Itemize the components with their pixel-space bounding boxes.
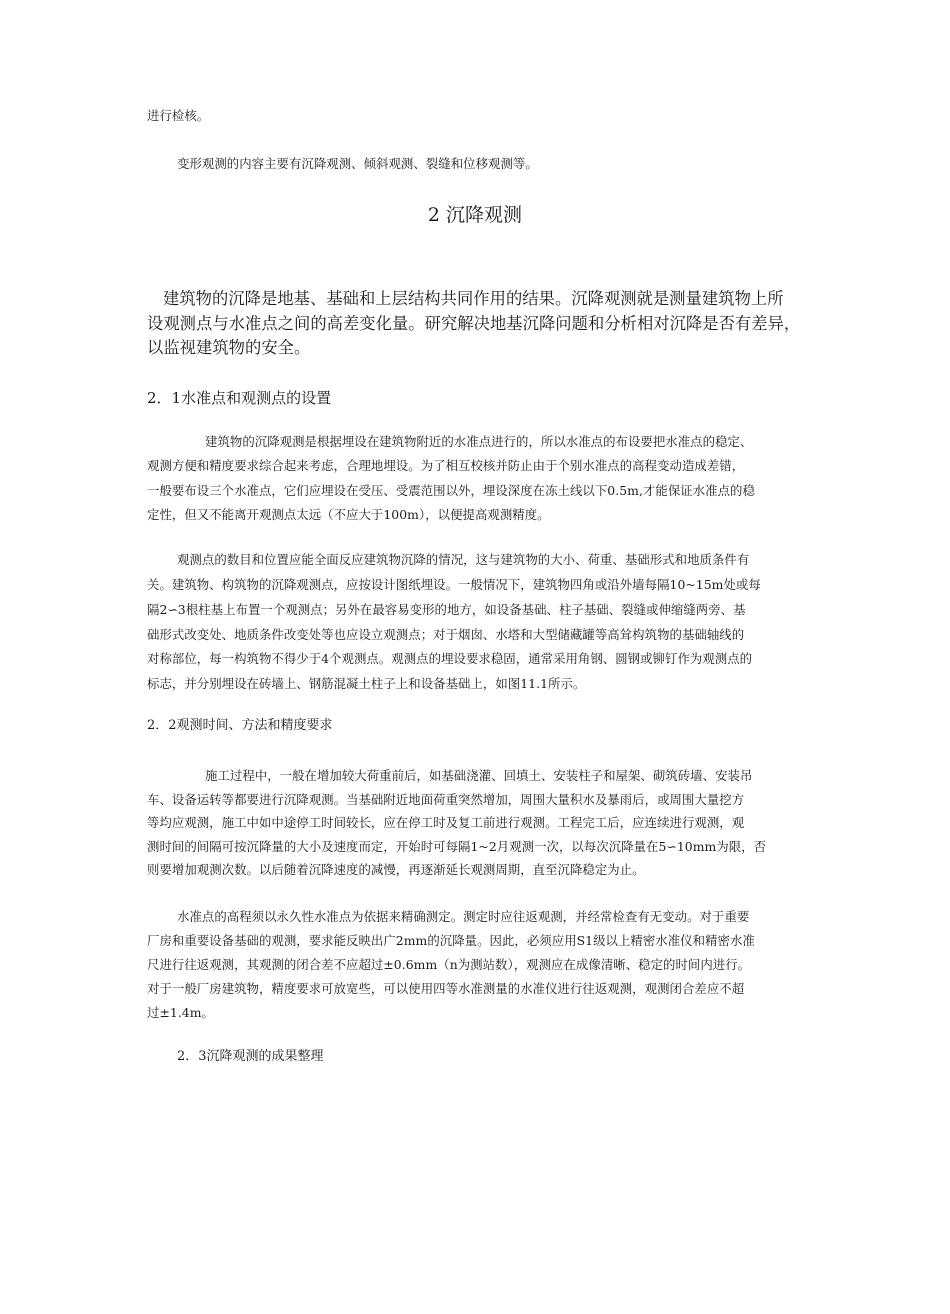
- heading-2-1: 2．1水准点和观测点的设置: [147, 389, 332, 407]
- s21-p2-line-5: 对称部位，每一构筑物不得少于4个观测点。观测点的埋设要求稳固，通常采用角钢、圆钢或铆钉作为观测点的: [147, 651, 753, 666]
- section-title: 2 沉降观测: [427, 204, 523, 226]
- s22-p1-line-5: 则要增加观测次数。以后随着沉降速度的减慢，再逐渐延长观测周期，直至沉降稳定为止。: [147, 862, 645, 877]
- s21-p1-line-1: 建筑物的沉降观测是根据埋设在建筑物附近的水准点进行的，所以水准点的布设要把水准点的稳定、: [205, 434, 753, 449]
- s21-p2-line-2: 关。建筑物、构筑物的沉降观测点，应按设计图纸埋设。一般情况下，建筑物四角或沿外墙每隔10~15m处或每: [147, 577, 761, 592]
- s21-p2-line-4: 础形式改变处、地质条件改变处等也应设立观测点；对于烟囱、水塔和大型储藏罐等高耸构筑物的基础轴线的: [147, 627, 745, 642]
- heading-2-2: 2．2观测时间、方法和精度要求: [147, 718, 333, 733]
- s21-p2-line-3: 隔2∽3根柱基上布置一个观测点；另外在最容易变形的地方，如设备基础、柱子基础、裂缝或伸缩缝两旁、基: [147, 602, 746, 617]
- s21-p2-line-1: 观测点的数目和位置应能全面反应建筑物沉降的情况，这与建筑物的大小、荷重、基础形式和地质条件有: [177, 552, 750, 567]
- heading-2-3: 2．3沉降观测的成果整理: [177, 1049, 324, 1064]
- s21-p1-line-2: 观测方便和精度要求综合起来考虑，合理地埋设。为了相互校核并防止由于个别水准点的高程变动造成差错，: [147, 458, 745, 473]
- s22-p2-line-4: 对于一般厂房建筑物，精度要求可放宽些，可以使用四等水准测量的水准仪进行往返观测，观测闭合差应不超: [147, 981, 745, 996]
- s22-p2-line-1: 水准点的高程须以永久性水准点为依据来精确测定。测定时应往返观测，并经常检查有无变动。对于重要: [177, 909, 750, 924]
- s22-p2-line-2: 厂房和重要设备基础的观测，要求能反映出广2mm的沉降量。因此，必须应用S1级以上精密水准仪和精密水准: [147, 933, 755, 948]
- s22-p1-line-4: 测时间的间隔可按沉降量的大小及速度而定，开始时可每隔1~2月观测一次，以每次沉降量在5∽10mm为限，否: [147, 839, 767, 854]
- lead-line-2: 设观测点与水准点之间的高差变化量。研究解决地基沉降问题和分析相对沉降是否有差异，: [147, 314, 801, 333]
- s22-p2-line-3: 尺进行往返观测，其观测的闭合差不应超过±0.6mm（n为测站数），观测应在成像清晰、稳定的时间内进行。: [147, 957, 751, 972]
- lead-line-1: 建筑物的沉降是地基、基础和上层结构共同作用的结果。沉降观测就是测量建筑物上所: [163, 289, 784, 308]
- intro-line-2: 变形观测的内容主要有沉降观测、倾斜观测、裂缝和位移观测等。: [177, 156, 538, 171]
- s22-p1-line-3: 等均应观测，施工中如中途停工时间较长，应在停工时及复工前进行观测。工程完工后，应连续进行观测，观: [147, 815, 745, 830]
- s22-p1-line-2: 车、设备运转等都要进行沉降观测。当基础附近地面荷重突然增加，周围大量积水及暴雨后，或周围大量挖方: [147, 792, 745, 807]
- s21-p2-line-6: 标志，并分别埋设在砖墙上、钢筋混凝土柱子上和设备基础上，如图11.1所示。: [147, 676, 586, 691]
- lead-line-3: 以监视建筑物的安全。: [147, 338, 311, 357]
- intro-line-1: 进行检核。: [147, 108, 210, 123]
- s21-p1-line-4: 定性，但又不能离开观测点太远（不应大于100m），以便提高观测精度。: [147, 507, 550, 522]
- s22-p2-line-5: 过±1.4m。: [147, 1005, 214, 1020]
- s21-p1-line-3: 一般要布设三个水准点，它们应埋设在受压、受震范围以外，埋设深度在冻土线以下0.5m,才能保证水准点的稳: [147, 483, 755, 498]
- s22-p1-line-1: 施工过程中，一般在增加较大荷重前后，如基础浇灌、回填土、安装柱子和屋架、砌筑砖墙、安装吊: [205, 768, 753, 783]
